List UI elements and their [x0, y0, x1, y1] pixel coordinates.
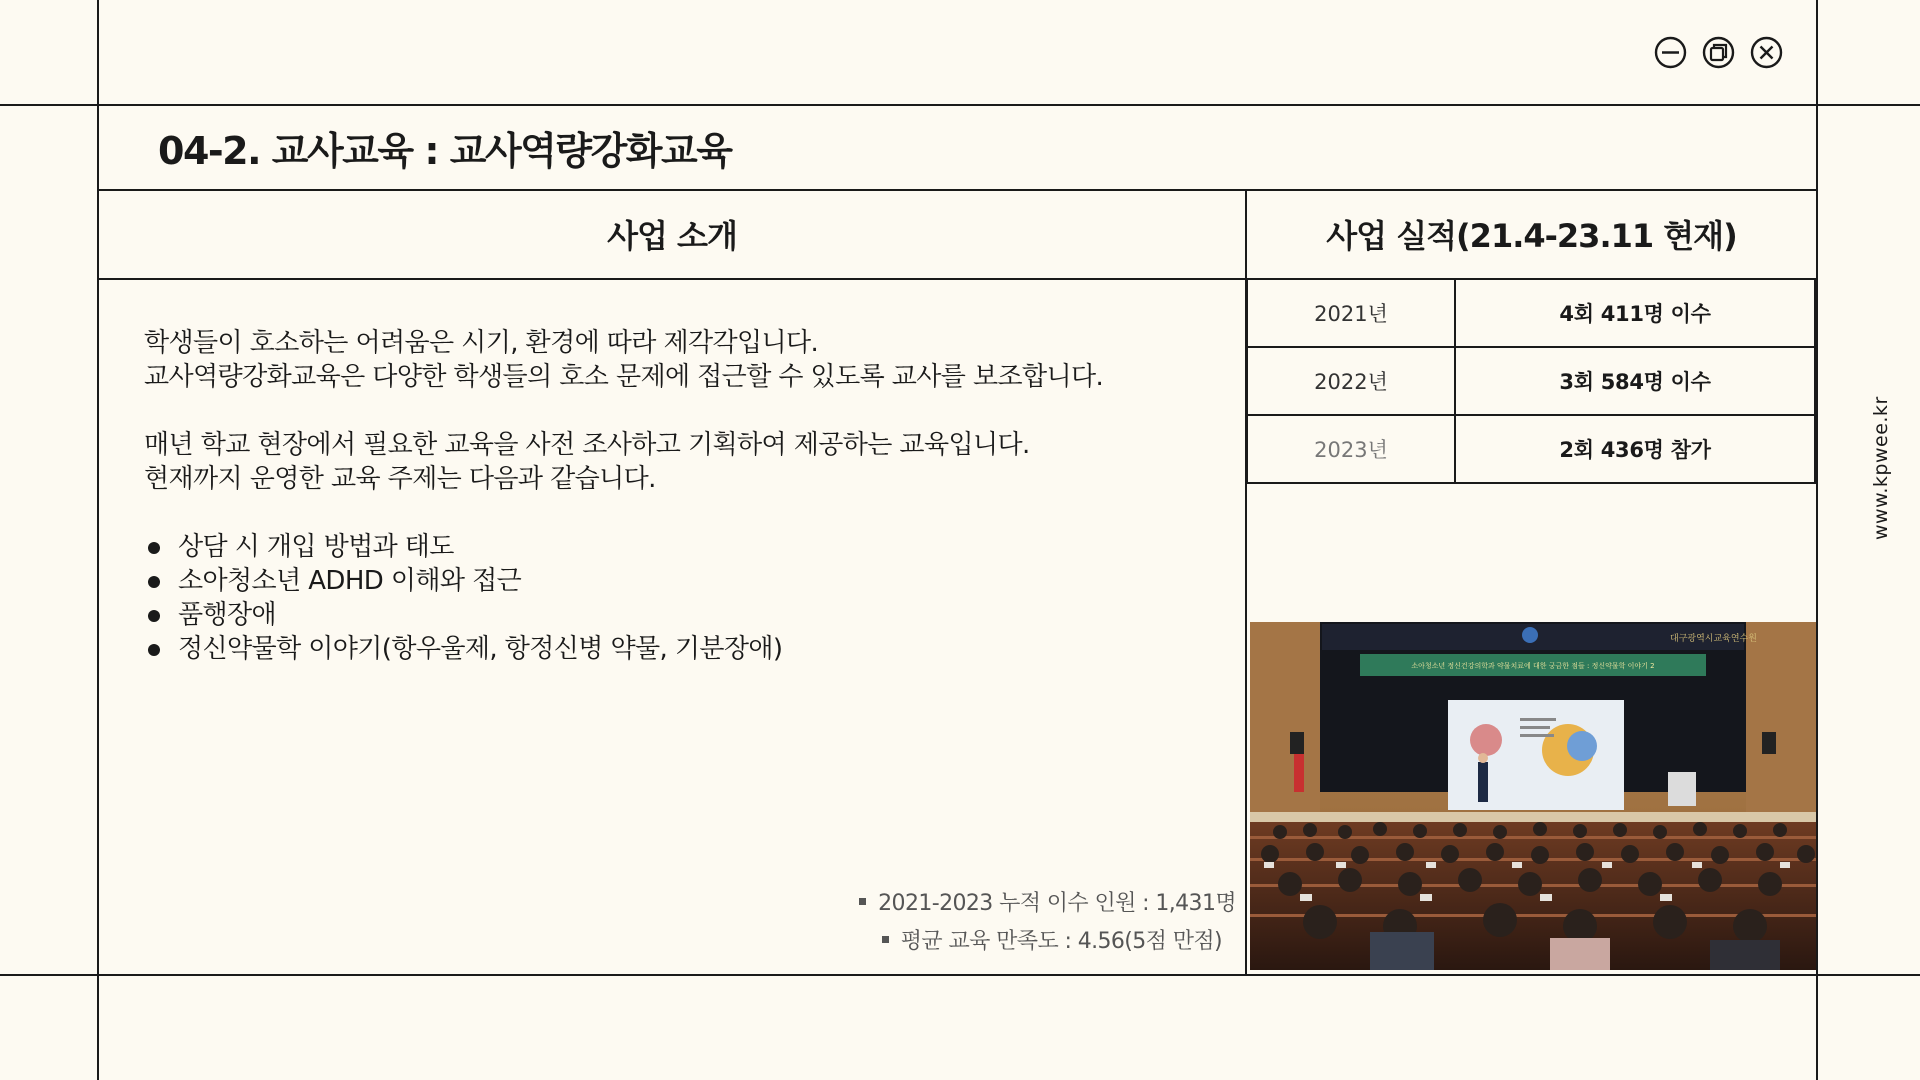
year-cell: 2023년	[1247, 415, 1455, 483]
year-cell: 2021년	[1247, 279, 1455, 347]
value-cell: 4회 411명 이수	[1455, 279, 1815, 347]
value-cell: 3회 584명 이수	[1455, 347, 1815, 415]
topic-list	[144, 530, 1224, 666]
topic-item: 상담 시 개입 방법과 태도	[144, 530, 1224, 564]
side-url: www.kpwee.kr	[1870, 396, 1892, 540]
intro-body	[144, 326, 1224, 666]
restore-icon[interactable]	[1702, 36, 1735, 69]
year-cell: 2022년	[1247, 347, 1455, 415]
photo-slogan-text: 소아청소년 정신건강의학과 약물치료에 대한 궁금한 점들 : 정신약물학 이야기 2	[1411, 662, 1655, 670]
square-bullet-icon	[882, 936, 889, 943]
frame-line-right	[1816, 0, 1818, 1080]
table-row	[1247, 347, 1815, 415]
close-icon[interactable]	[1750, 36, 1783, 69]
photo-banner-text: 대구광역시교육연수원	[1670, 634, 1757, 644]
intro-header-label: 사업 소개	[607, 217, 737, 255]
lecture-photo	[1250, 622, 1816, 970]
topic-item: 정신약물학 이야기(항우울제, 항정신병 약물, 기분장애)	[144, 632, 1224, 666]
topic-item: 소아청소년 ADHD 이해와 접근	[144, 564, 1224, 598]
intro-paragraph: 매년 학교 현장에서 필요한 교육을 사전 조사하고 기획하여 제공하는 교육입니다.	[144, 430, 1030, 460]
table-row	[1247, 279, 1815, 347]
window-controls	[1654, 36, 1783, 69]
frame-line-top	[0, 104, 1920, 106]
stat-total-completions	[859, 886, 1236, 917]
minimize-icon[interactable]	[1654, 36, 1687, 69]
intro-paragraph: 학생들이 호소하는 어려움은 시기, 환경에 따라 제각각입니다.	[144, 328, 819, 358]
table-row	[1247, 415, 1815, 483]
results-table	[1246, 278, 1816, 484]
intro-paragraph: 교사역량강화교육은 다양한 학생들의 호소 문제에 접근할 수 있도록 교사를 보조합니다.	[144, 362, 1104, 392]
stat-text: 평균 교육 만족도 : 4.56(5점 만점)	[900, 929, 1222, 954]
intro-header	[99, 190, 1245, 278]
stat-text: 2021-2023 누적 이수 인원 : 1,431명	[878, 891, 1236, 916]
page-title: 04-2. 교사교육 : 교사역량강화교육	[158, 129, 732, 173]
header-divider	[98, 278, 1246, 280]
square-bullet-icon	[859, 898, 866, 905]
intro-paragraph: 현재까지 운영한 교육 주제는 다음과 같습니다.	[144, 464, 656, 494]
results-header	[1247, 190, 1816, 278]
topic-item: 품행장애	[144, 598, 1224, 632]
frame-line-bottom	[0, 974, 1920, 976]
stat-satisfaction	[882, 924, 1222, 955]
frame-line-left	[97, 0, 99, 1080]
results-header-label: 사업 실적(21.4-23.11 현재)	[1326, 217, 1737, 255]
value-cell: 2회 436명 참가	[1455, 415, 1815, 483]
